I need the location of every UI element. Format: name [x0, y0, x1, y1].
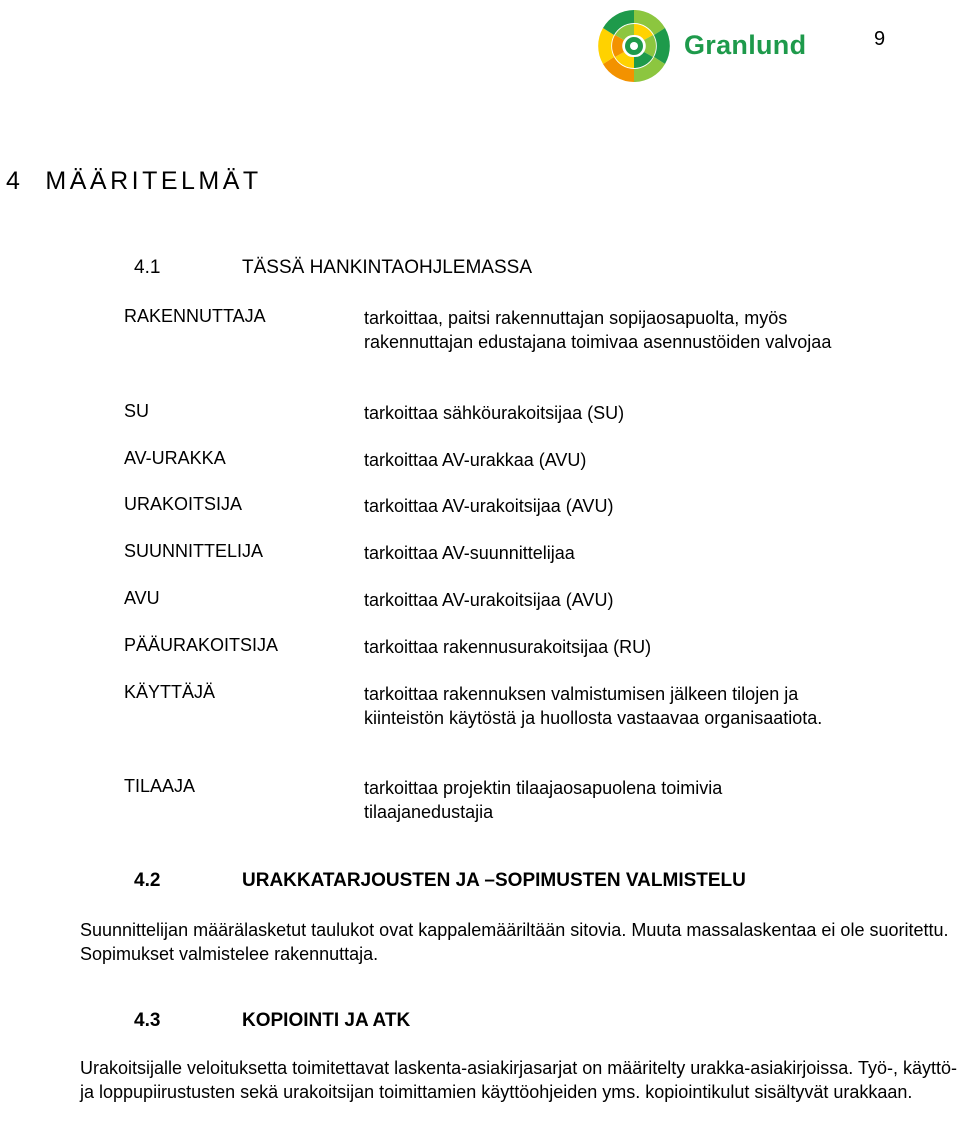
- section-4-2-title: URAKKATARJOUSTEN JA –SOPIMUSTEN VALMISTELU: [242, 870, 746, 891]
- definition-term: PÄÄURAKOITSIJA: [124, 635, 279, 655]
- definition-term: AV-URAKKA: [124, 448, 226, 468]
- definition-desc: tarkoittaa rakennusurakoitsijaa (RU): [364, 637, 652, 657]
- definition-term: RAKENNUTTAJA: [124, 306, 266, 326]
- definition-term: AVU: [124, 588, 160, 608]
- definition-desc: tarkoittaa sähköurakoitsijaa (SU): [364, 403, 625, 423]
- section-4-2-number: 4.2: [134, 870, 161, 891]
- section-4-3-heading: [134, 1010, 934, 1034]
- section-4-1-number: 4.1: [134, 257, 161, 278]
- definition-term: KÄYTTÄJÄ: [124, 682, 216, 702]
- definition-desc: tarkoittaa, paitsi rakennuttajan sopijaosapuolta, myös rakennuttajan edustajana toimivaa asennustöiden valvojaa: [364, 308, 832, 352]
- definition-term: SUUNNITTELIJA: [124, 541, 264, 561]
- section-4-1-title: TÄSSÄ HANKINTAOHJLEMASSA: [242, 257, 532, 278]
- definition-desc: tarkoittaa AV-urakoitsijaa (AVU): [364, 496, 614, 516]
- logo-wordmark: Granlund: [684, 30, 807, 60]
- definition-term: URAKOITSIJA: [124, 494, 243, 514]
- section-4-title: MÄÄRITELMÄT: [45, 167, 262, 195]
- definition-desc: tarkoittaa projektin tilaajaosapuolena toimivia tilaajanedustajia: [364, 778, 723, 822]
- definition-term: TILAAJA: [124, 776, 196, 796]
- definition-term: SU: [124, 401, 150, 421]
- section-4-heading: [6, 167, 262, 196]
- page-number: 9: [874, 28, 886, 50]
- section-4-2-heading: [134, 870, 934, 894]
- section-4-1-heading: [134, 257, 934, 281]
- definition-desc: tarkoittaa AV-urakoitsijaa (AVU): [364, 590, 614, 610]
- section-4-3-title: KOPIOINTI JA ATK: [242, 1010, 411, 1031]
- granlund-logo: [592, 4, 812, 88]
- definition-desc: tarkoittaa rakennuksen valmistumisen jälkeen tilojen ja kiinteistön käytöstä ja huollosta vastaavaa organisaatiota.: [364, 684, 823, 728]
- section-4-3-body: Urakoitsijalle veloituksetta toimitettavat laskenta-asiakirjasarjat on määritelty urakka-asiakirjoissa. Työ-, käyttö- ja loppupiirustusten sekä urakoitsijan toimittamien käyttöohjeiden yms. kopiointikulut sisältyvät urakkaan.: [80, 1058, 958, 1102]
- granlund-logo-emblem-icon: [592, 4, 676, 88]
- definition-desc: tarkoittaa AV-urakkaa (AVU): [364, 450, 587, 470]
- definition-desc: tarkoittaa AV-suunnittelijaa: [364, 543, 575, 563]
- section-4-3-number: 4.3: [134, 1010, 161, 1031]
- section-4-2-body: Suunnittelijan määrälasketut taulukot ovat kappalemääriltään sitovia. Muuta massalaskentaa ei ole suoritettu. Sopimukset valmistelee rakennuttaja.: [80, 920, 949, 964]
- section-4-number: 4: [6, 167, 24, 195]
